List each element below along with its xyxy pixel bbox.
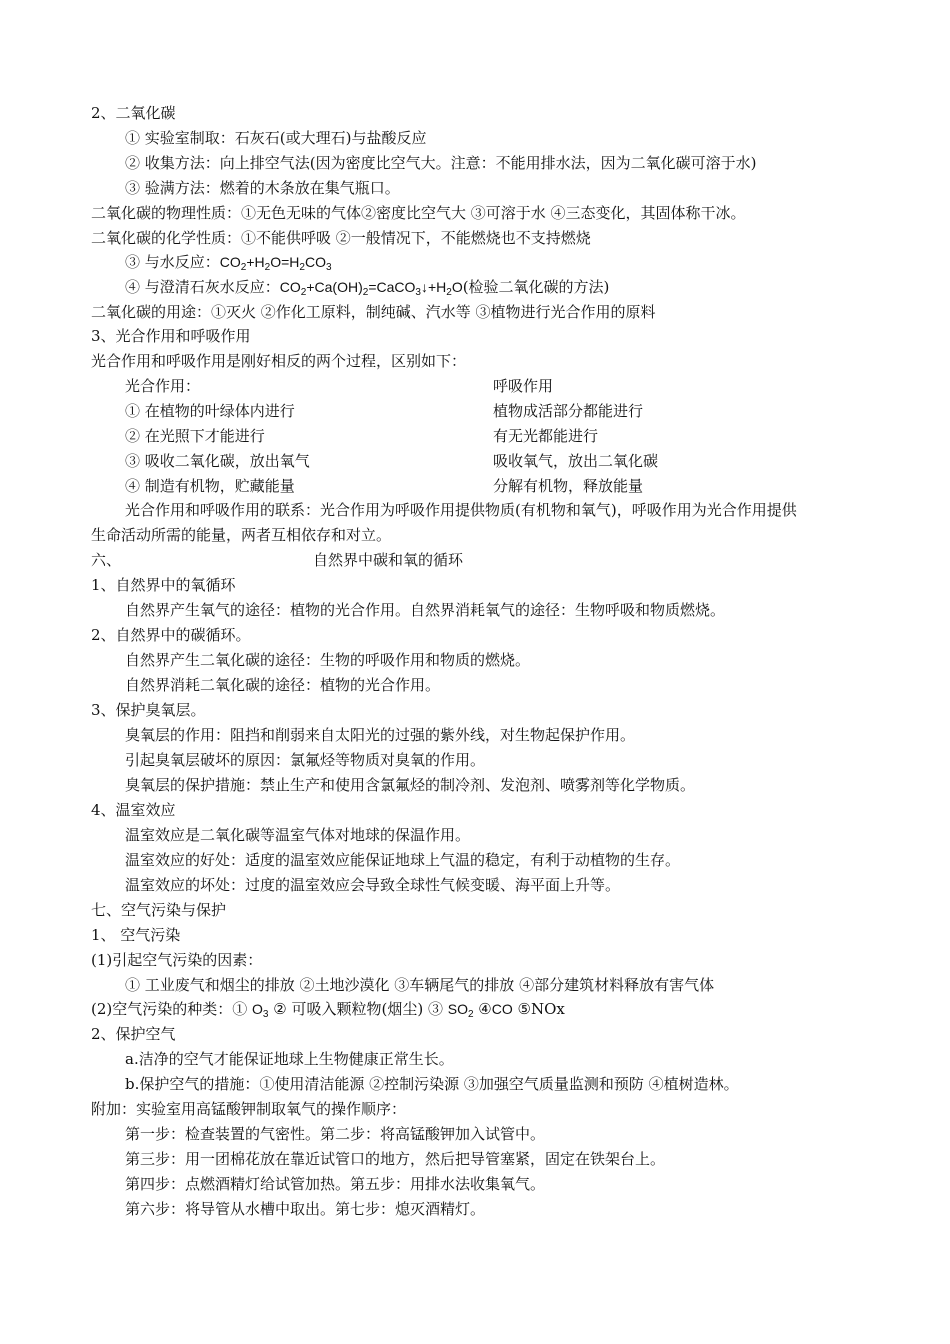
heading-section7: 七、空气污染与保护 — [91, 901, 227, 919]
text-line: ① 工业废气和烟尘的排放 ②土地沙漠化 ③车辆尾气的排放 ④部分建筑材料释放有害气体 — [125, 976, 715, 994]
table-row-left: ③ 吸收二氧化碳，放出氧气 — [125, 452, 310, 470]
text-line: 臭氧层的作用：阻挡和削弱来自太阳光的过强的紫外线，对生物起保护作用。 — [125, 726, 636, 744]
chemical-formula: $SO_2$ — [447, 1001, 474, 1020]
chemical-formula: $CO_2+H_2O=H_2CO_3$ — [219, 254, 332, 273]
pollutant-label: (2)空气污染的种类：① — [91, 1000, 248, 1018]
text-line: (1)引起空气污染的因素： — [91, 951, 263, 969]
chemical-formula: CO — [491, 1001, 513, 1017]
text-line: 光合作用和呼吸作用的联系：光合作用为呼吸作用提供物质(有机物和氧气)，呼吸作用为光合作用提供 — [125, 501, 797, 519]
text-line: 二氧化碳的化学性质：①不能供呼吸 ②一般情况下，不能燃烧也不支持燃烧 — [91, 229, 591, 247]
table-right-header: 呼吸作用 — [493, 377, 554, 395]
text-line: 二氧化碳的用途：①灭火 ②作化工原料，制纯碱、汽水等 ③植物进行光合作用的原料 — [91, 303, 656, 321]
table-row-right: 分解有机物，释放能量 — [493, 477, 644, 495]
text-line: 光合作用和呼吸作用是刚好相反的两个过程，区别如下： — [91, 352, 467, 370]
reaction-label: ④ 与澄清石灰水反应： — [125, 278, 280, 296]
text-line: 引起臭氧层破坏的原因：氯氟烃等物质对臭氧的作用。 — [125, 751, 486, 769]
reaction-water-line — [125, 252, 332, 272]
text-line: ③ 验满方法：燃着的木条放在集气瓶口。 — [125, 179, 400, 197]
heading-co2: 2、二氧化碳 — [91, 104, 176, 122]
text-line: 温室效应是二氧化碳等温室气体对地球的保温作用。 — [125, 826, 471, 844]
chemical-formula: $O_3$ — [252, 1001, 269, 1020]
section6-title: 自然界中碳和氧的循环 — [313, 551, 464, 569]
chemical-formula: $CO_2+Ca(OH)_2=CaCO_3↓+H_2O$ — [279, 279, 463, 298]
heading-ozone: 3、保护臭氧层。 — [91, 701, 206, 719]
text-line: a.洁净的空气才能保证地球上生物健康正常生长。 — [125, 1050, 454, 1068]
heading-greenhouse: 4、温室效应 — [91, 801, 176, 819]
appendix-heading: 附加：实验室用高锰酸钾制取氧气的操作顺序： — [91, 1100, 407, 1118]
text-line: 第六步：将导管从水槽中取出。第七步：熄灭酒精灯。 — [125, 1200, 486, 1218]
table-row-left: ② 在光照下才能进行 — [125, 427, 265, 445]
table-row-right: 吸收氧气，放出二氧化碳 — [493, 452, 659, 470]
heading-photosynthesis: 3、光合作用和呼吸作用 — [91, 327, 251, 345]
heading-oxygen-cycle: 1、自然界中的氧循环 — [91, 576, 236, 594]
table-left-header: 光合作用： — [125, 377, 201, 395]
reaction-label: ③ 与水反应： — [125, 253, 220, 271]
text-line: 臭氧层的保护措施：禁止生产和使用含氯氟烃的制冷剂、发泡剂、喷雾剂等化学物质。 — [125, 776, 696, 794]
table-row-right: 有无光都能进行 — [493, 427, 599, 445]
text-line: 温室效应的好处：适度的温室效应能保证地球上气温的稳定，有利于动植物的生存。 — [125, 851, 681, 869]
reaction-note: (检验二氧化碳的方法) — [462, 278, 610, 296]
text-line: 第三步：用一团棉花放在靠近试管口的地方，然后把导管塞紧，固定在铁架台上。 — [125, 1150, 666, 1168]
heading-air-pollution: 1、 空气污染 — [91, 926, 181, 944]
text-line: 第一步：检查装置的气密性。第二步：将高锰酸钾加入试管中。 — [125, 1125, 546, 1143]
table-row-left: ① 在植物的叶绿体内进行 — [125, 402, 295, 420]
heading-protect-air: 2、保护空气 — [91, 1025, 176, 1043]
table-row-left: ④ 制造有机物，贮藏能量 — [125, 477, 295, 495]
text-line: 二氧化碳的物理性质：①无色无味的气体②密度比空气大 ③可溶于水 ④三态变化，其固体称干冰。 — [91, 204, 746, 222]
pollutant-types-line: (2)空气污染的种类：① $O_3$ ② 可吸入颗粒物(烟尘) ③ $SO_2$ ④CO ⑤NOx — [91, 1000, 565, 1020]
text-line: 温室效应的坏处：过度的温室效应会导致全球性气候变暖、海平面上升等。 — [125, 876, 621, 894]
text-line: ① 实验室制取：石灰石(或大理石)与盐酸反应 — [125, 129, 427, 147]
table-row-right: 植物成活部分都能进行 — [493, 402, 644, 420]
reaction-lime-line — [125, 277, 609, 297]
text-line: 自然界产生二氧化碳的途径：生物的呼吸作用和物质的燃烧。 — [125, 651, 531, 669]
text-line: b.保护空气的措施：①使用清洁能源 ②控制污染源 ③加强空气质量监测和预防 ④植树造林。 — [125, 1075, 739, 1093]
text-line: ② 收集方法：向上排空气法(因为密度比空气大。注意：不能用排水法，因为二氧化碳可溶于水) — [125, 154, 757, 172]
text-line: 第四步：点燃酒精灯给试管加热。第五步：用排水法收集氧气。 — [125, 1175, 546, 1193]
text-line: 生命活动所需的能量，两者互相依存和对立。 — [91, 526, 392, 544]
text-line: 自然界产生氧气的途径：植物的光合作用。自然界消耗氧气的途径：生物呼吸和物质燃烧。 — [125, 601, 726, 619]
heading-carbon-cycle: 2、自然界中的碳循环。 — [91, 626, 251, 644]
text-line: 自然界消耗二氧化碳的途径：植物的光合作用。 — [125, 676, 441, 694]
section6-number: 六、 — [91, 551, 122, 569]
